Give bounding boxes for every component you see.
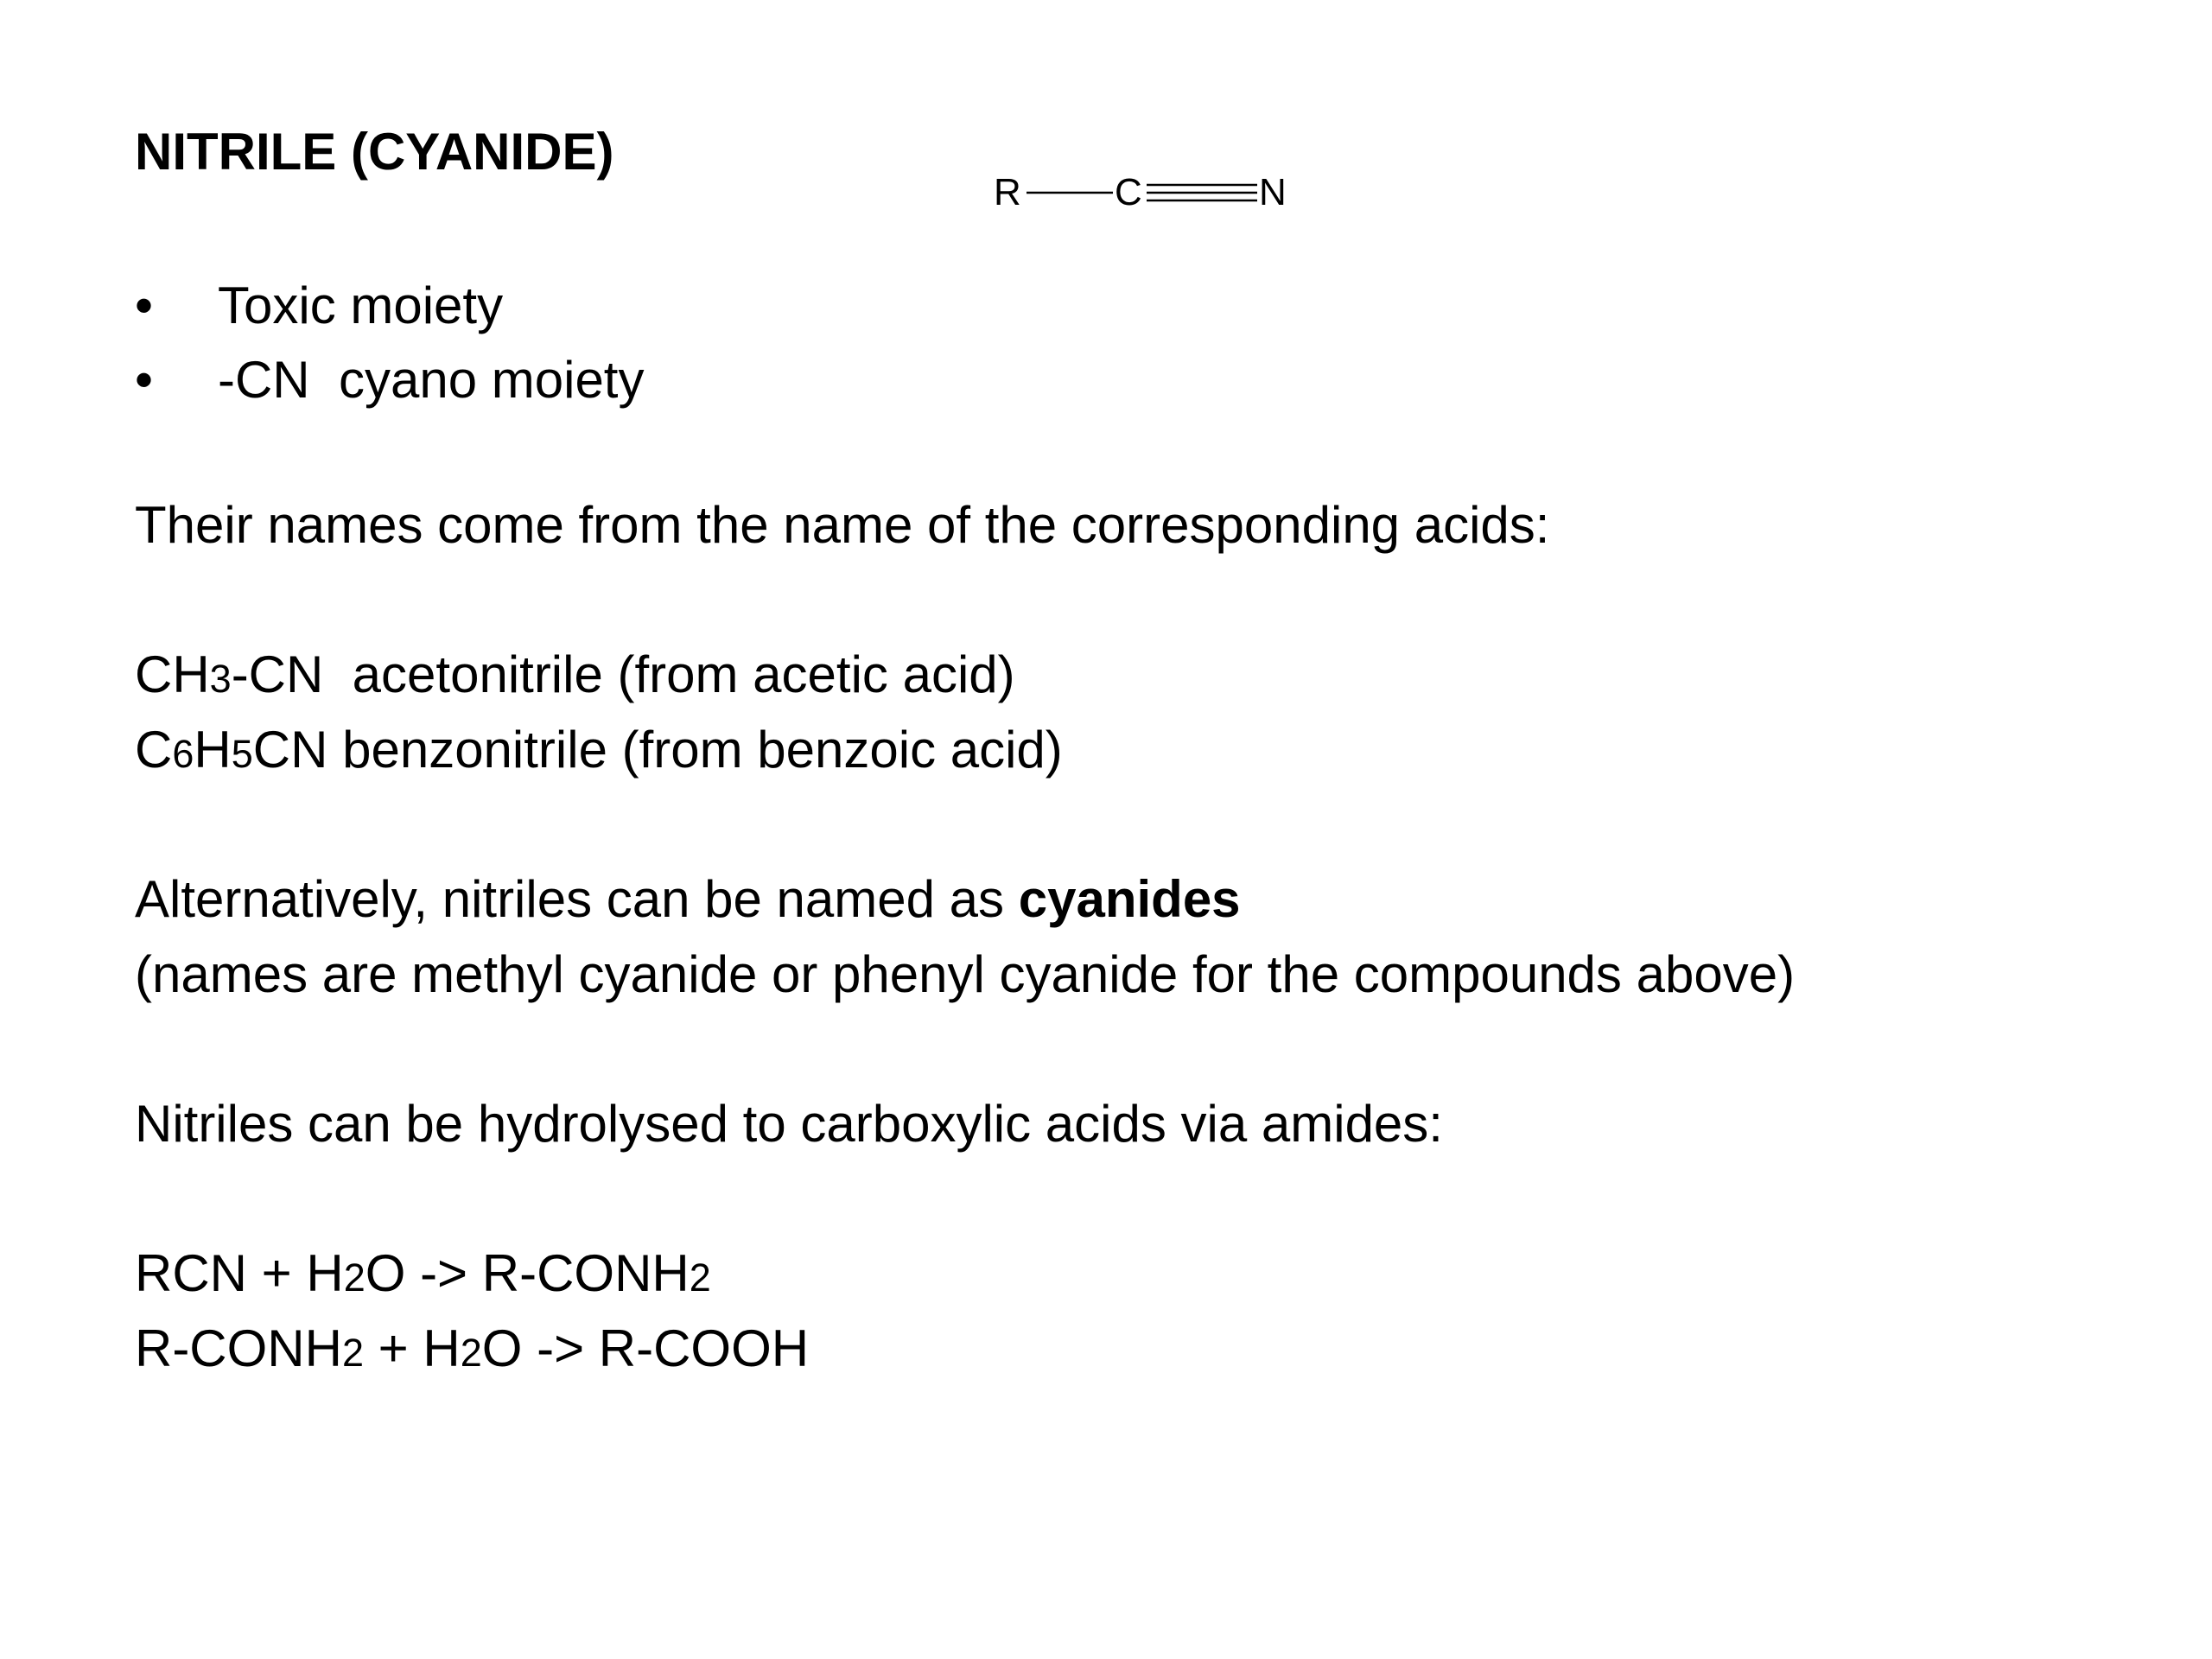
subscript: 2 xyxy=(343,1255,365,1300)
bullet-list xyxy=(135,269,644,417)
formula-part: CH xyxy=(135,645,210,703)
slide-title: NITRILE (CYANIDE) xyxy=(135,123,614,181)
subscript: 6 xyxy=(172,732,194,776)
reaction-part: + H xyxy=(364,1319,461,1377)
reaction-part: O -> R-COOH xyxy=(481,1319,810,1377)
subscript: 2 xyxy=(460,1331,482,1375)
formula-r-atom: R xyxy=(994,171,1021,213)
cyanides-term: cyanides xyxy=(1018,870,1241,928)
bullet-dot: • xyxy=(135,351,154,409)
reaction-equation-2 xyxy=(135,1318,809,1380)
formula-part: H xyxy=(194,721,232,779)
bullet-item-cyano xyxy=(135,343,644,417)
bullet-text: Toxic moiety xyxy=(218,276,504,334)
reaction-part: R-CONH xyxy=(135,1319,342,1377)
formula-c-atom: C xyxy=(1115,171,1142,213)
subscript: 5 xyxy=(231,732,253,776)
bullet-item-toxic xyxy=(135,269,644,343)
reaction-part: O -> R-CONH xyxy=(365,1244,690,1302)
subscript: 3 xyxy=(209,657,232,701)
names-intro-text: Their names come from the name of the corresponding acids: xyxy=(135,496,1550,554)
formula-part: C xyxy=(135,721,173,779)
example-benzonitrile xyxy=(135,719,1063,781)
example-description: -CN acetonitrile (from acetic acid) xyxy=(231,645,1015,703)
reaction-part: RCN + H xyxy=(135,1244,344,1302)
bullet-dot: • xyxy=(135,276,154,334)
alternative-prefix: Alternatively, nitriles can be named as xyxy=(135,870,1019,928)
alternative-naming-text xyxy=(135,868,1241,931)
nitrile-structure-diagram xyxy=(994,166,1292,218)
alternative-names-note: (names are methyl cyanide or phenyl cyanide for the compounds above) xyxy=(135,945,1796,1003)
subscript: 2 xyxy=(341,1331,365,1375)
hydrolysis-intro-text: Nitriles can be hydrolysed to carboxylic acids via amides: xyxy=(135,1095,1443,1153)
example-description: CN benzonitrile (from benzoic acid) xyxy=(252,721,1063,779)
bullet-text: -CN cyano moiety xyxy=(218,351,645,409)
reaction-equation-1 xyxy=(135,1243,711,1305)
example-acetonitrile xyxy=(135,644,1015,706)
formula-n-atom: N xyxy=(1259,171,1287,213)
subscript: 2 xyxy=(689,1255,711,1300)
